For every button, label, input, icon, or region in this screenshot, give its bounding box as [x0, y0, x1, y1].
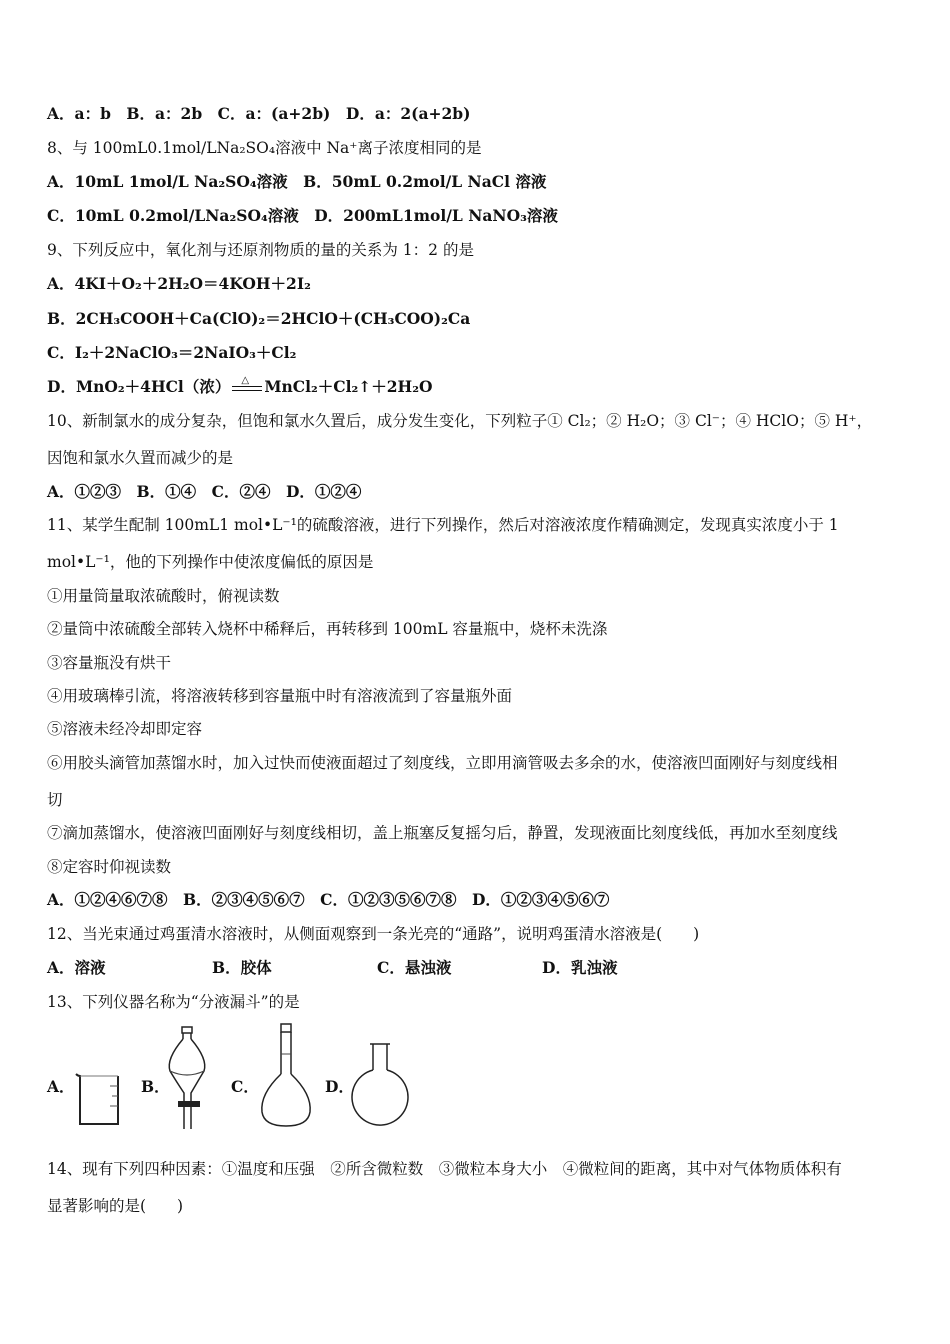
q9-option-a: A．4KI＋O₂＋2H₂O＝4KOH＋2I₂	[47, 274, 311, 293]
heat-symbol: △	[241, 375, 250, 386]
q10-stem-2: 因饱和氯水久置而减少的是	[47, 449, 234, 467]
q11-item-2: ②量筒中浓硫酸全部转入烧杯中稀释后，再转移到 100mL 容量瓶中，烧杯未洗涤	[47, 620, 608, 638]
q8-options-ab: A．10mL 1mol/L Na₂SO₄溶液 B．50mL 0.2mol/L NaCl 溶液	[47, 172, 547, 191]
q8-options-cd: C．10mL 0.2mol/LNa₂SO₄溶液 D．200mL1mol/L NaNO₃溶液	[47, 206, 558, 225]
q11-stem-1: 11、某学生配制 100mL1 mol•L⁻¹的硫酸溶液，进行下列操作，然后对溶液浓度作精确测定，发现真实浓度小于 1	[47, 516, 839, 534]
q9-stem: 9、下列反应中，氧化剂与还原剂物质的量的关系为 1：2 的是	[47, 241, 474, 259]
q7-options: A．a：b B．a：2b C．a：(a+2b) D．a：2(a+2b)	[47, 104, 471, 123]
q12-option-d: D．乳浊液	[542, 958, 618, 977]
q14-stem-2: 显著影响的是( )	[47, 1197, 184, 1215]
q11-item-6-cont: 切	[47, 791, 63, 809]
q13-label-d: D．	[325, 1077, 354, 1096]
q11-stem-2: mol•L⁻¹，他的下列操作中使浓度偏低的原因是	[47, 553, 374, 571]
q9-option-d	[47, 377, 433, 397]
q11-options: A．①②④⑥⑦⑧ B．②③④⑤⑥⑦ C．①②③⑤⑥⑦⑧ D．①②③④⑤⑥⑦	[47, 890, 610, 909]
q10-options: A．①②③ B．①④ C．②④ D．①②④	[47, 482, 362, 501]
q10-stem-1: 10、新制氯水的成分复杂，但饱和氯水久置后，成分发生变化，下列粒子① Cl₂；② H₂O；③ Cl⁻；④ HClO；⑤ H⁺，	[47, 412, 873, 430]
beaker-icon	[72, 1070, 124, 1130]
volumetric-flask-icon	[256, 1022, 318, 1132]
q9-option-d-left: D．MnO₂＋4HCl（浓）	[47, 377, 231, 396]
q11-item-8: ⑧定容时仰视读数	[47, 858, 172, 876]
q9-option-d-right: MnCl₂＋Cl₂↑＋2H₂O	[264, 377, 433, 396]
q13-stem: 13、下列仪器名称为“分液漏斗”的是	[47, 993, 300, 1011]
q11-item-6: ⑥用胶头滴管加蒸馏水时，加入过快而使液面超过了刻度线，立即用滴管吸去多余的水，使溶液凹面刚好与刻度线相	[47, 754, 838, 772]
heat-equals-sign	[230, 377, 264, 397]
q12-stem: 12、当光束通过鸡蛋清水溶液时，从侧面观察到一条光亮的“通路”，说明鸡蛋清水溶液是( )	[47, 925, 700, 943]
q14-stem-1: 14、现有下列四种因素：①温度和压强 ②所含微粒数 ③微粒本身大小 ④微粒间的距离，其中对气体物质体积有	[47, 1160, 842, 1178]
round-bottom-flask-icon	[350, 1040, 412, 1132]
q12-option-c: C．悬浊液	[377, 958, 452, 977]
q11-item-1: ①用量筒量取浓硫酸时，俯视读数	[47, 587, 280, 605]
q9-option-c: C．I₂＋2NaClO₃＝2NaIO₃＋Cl₂	[47, 343, 297, 362]
q8-stem: 8、与 100mL0.1mol/LNa₂SO₄溶液中 Na⁺离子浓度相同的是	[47, 139, 482, 157]
q11-item-5: ⑤溶液未经冷却即定容	[47, 720, 203, 738]
q11-item-4: ④用玻璃棒引流，将溶液转移到容量瓶中时有溶液流到了容量瓶外面	[47, 687, 513, 705]
q13-label-a: A．	[47, 1077, 75, 1096]
separatory-funnel-icon	[162, 1025, 214, 1135]
heat-line-top	[232, 386, 262, 387]
q11-item-3: ③容量瓶没有烘干	[47, 654, 172, 672]
heat-line-bottom	[232, 390, 262, 391]
q13-label-b: B．	[141, 1077, 170, 1096]
q11-item-7: ⑦滴加蒸馏水，使溶液凹面刚好与刻度线相切，盖上瓶塞反复摇匀后，静置，发现液面比刻度线低，再加水至刻度线	[47, 824, 838, 842]
q9-option-b: B．2CH₃COOH＋Ca(ClO)₂＝2HClO＋(CH₃COO)₂Ca	[47, 309, 471, 328]
q12-option-a: A．溶液	[47, 958, 106, 977]
q13-label-c: C．	[231, 1077, 259, 1096]
q12-option-b: B．胶体	[212, 958, 272, 977]
